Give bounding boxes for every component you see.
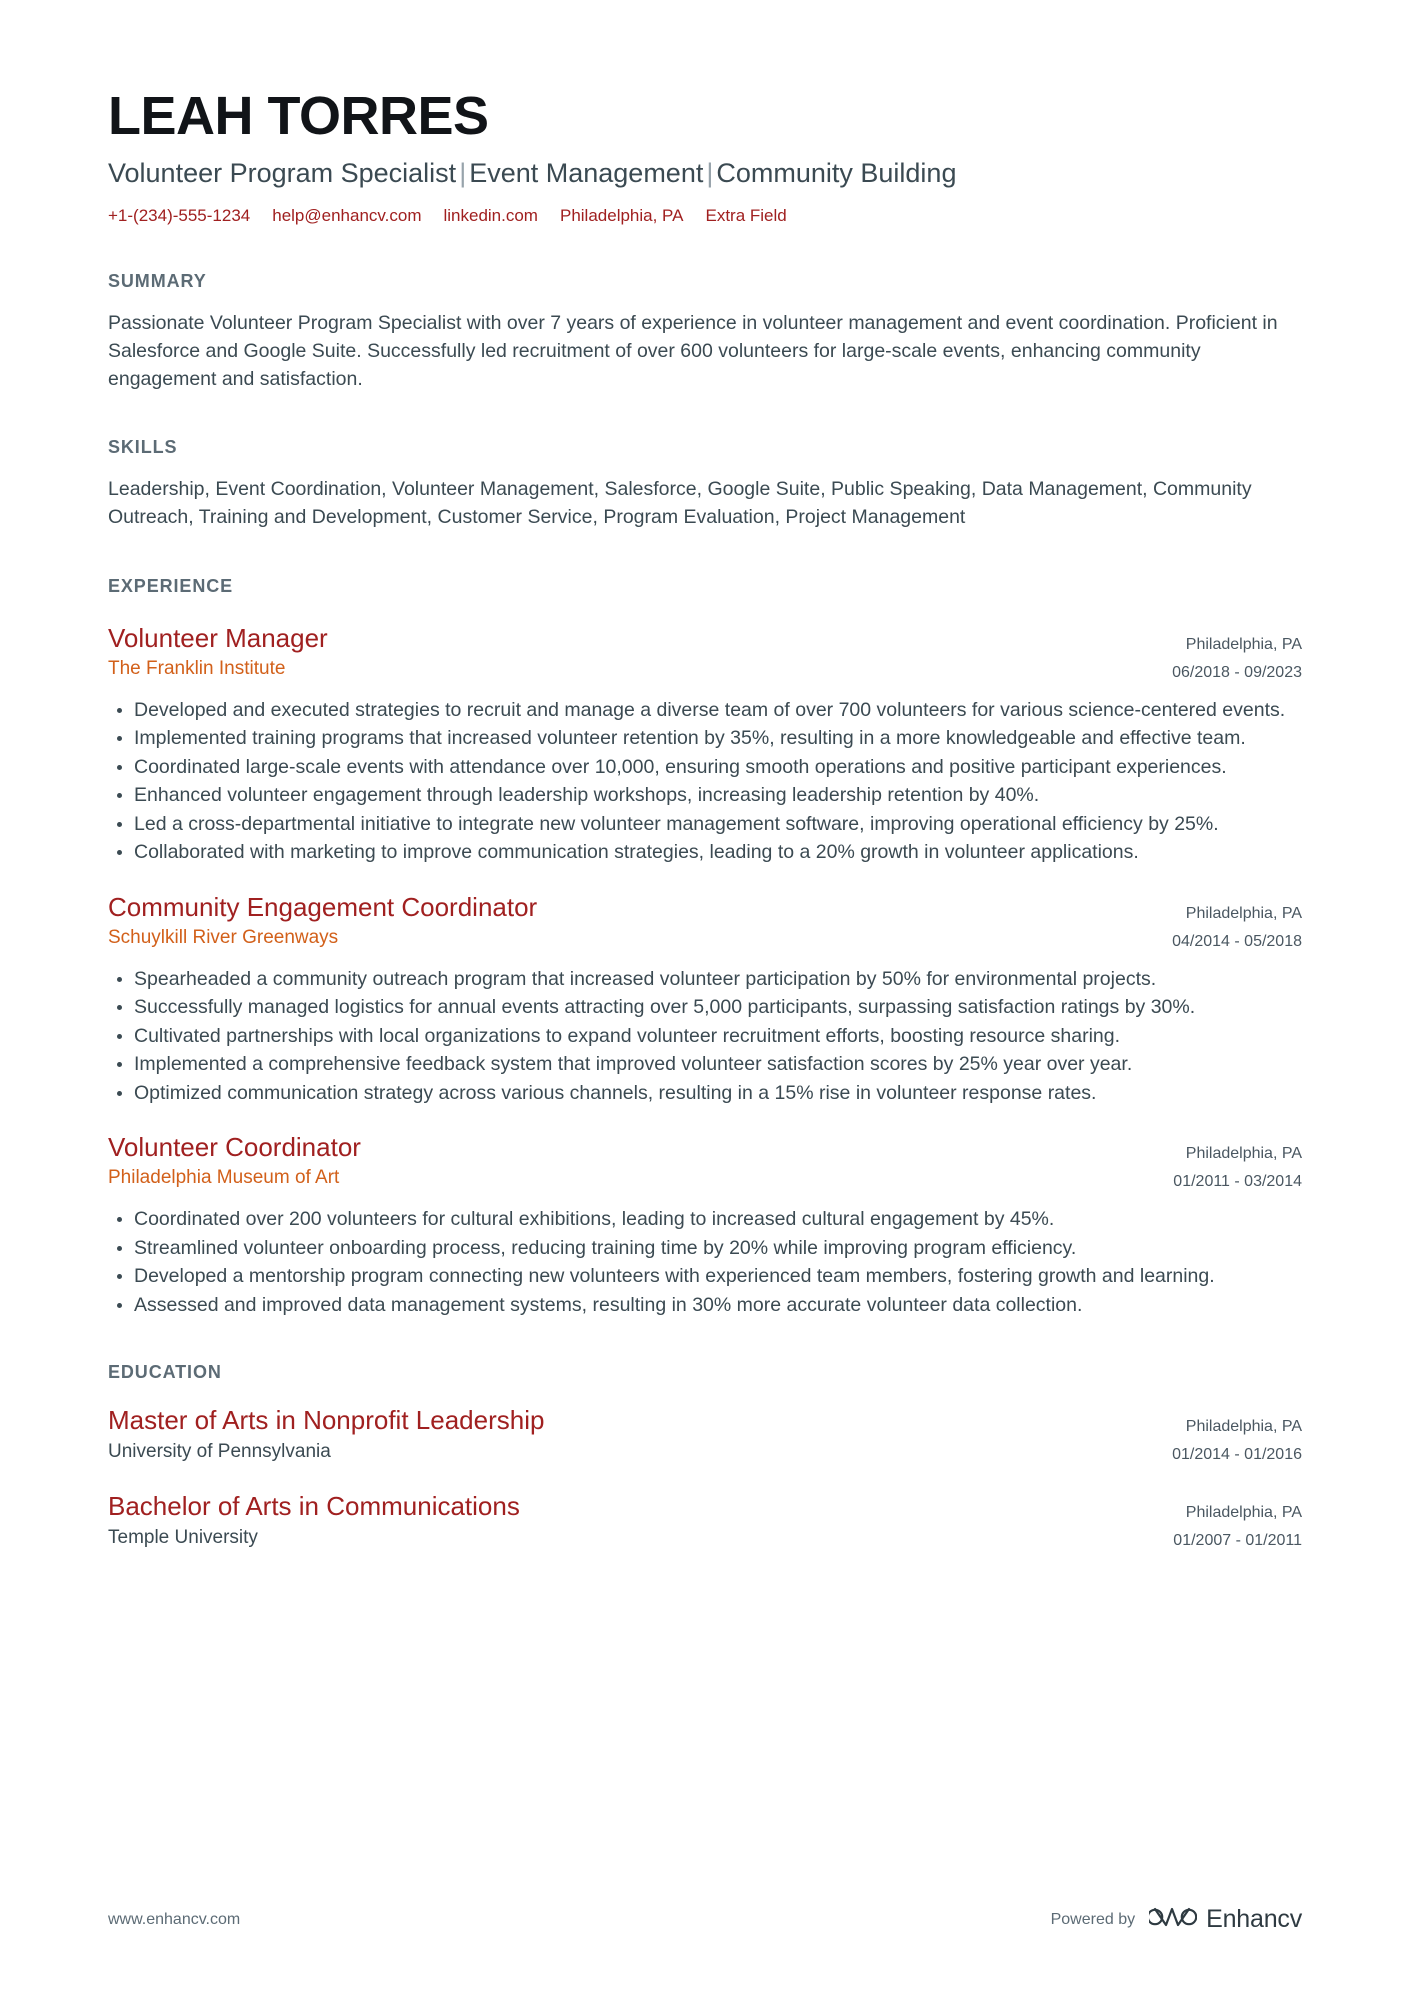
job-bullet: Assessed and improved data management systems, resulting in 30% more accurate volunteer data collection. xyxy=(108,1292,1302,1319)
job-bullet: Cultivated partnerships with local organizations to expand volunteer recruitment efforts, boosting resource sharing. xyxy=(108,1023,1302,1050)
education-entry-header xyxy=(108,1405,1302,1469)
job-bullet-list xyxy=(108,1206,1302,1318)
skills-text: Leadership, Event Coordination, Volunteer Management, Salesforce, Google Suite, Public Speaking, Data Management, Community Outreach, Training and Development, Customer Service, Program Evaluation, Project Management xyxy=(108,478,1252,528)
headline-part-1: Volunteer Program Specialist xyxy=(108,157,457,188)
enhancv-wordmark: Enhancv xyxy=(1206,1905,1302,1933)
experience-entry-main xyxy=(108,623,1148,681)
headline-separator-2: | xyxy=(706,157,714,188)
education-entry-header xyxy=(108,1491,1302,1555)
experience-entry xyxy=(108,892,1302,1107)
infinity-icon xyxy=(1149,1904,1197,1935)
enhancv-logo xyxy=(1149,1904,1302,1935)
experience-entry-meta xyxy=(1148,623,1302,687)
contact-location: Philadelphia, PA xyxy=(559,206,684,226)
footer-branding xyxy=(1051,1904,1302,1935)
school-name: Temple University xyxy=(108,1526,258,1548)
school-dates: 01/2014 - 01/2016 xyxy=(1172,1446,1302,1464)
experience-entry xyxy=(108,623,1302,866)
school-name: University of Pennsylvania xyxy=(108,1440,331,1462)
education-entry-main xyxy=(108,1491,1149,1549)
job-bullet: Developed and executed strategies to recruit and manage a diverse team of over 700 volunteers for various science-centered events. xyxy=(108,697,1302,724)
degree-title: Master of Arts in Nonprofit Leadership xyxy=(108,1405,545,1436)
page-footer xyxy=(108,1904,1302,1935)
powered-by-label: Powered by xyxy=(1050,1910,1136,1928)
skills-heading: SKILLS xyxy=(108,437,178,458)
education-entry-meta xyxy=(1149,1491,1302,1555)
degree-title: Bachelor of Arts in Communications xyxy=(108,1491,520,1522)
job-bullet: Implemented a comprehensive feedback system that improved volunteer satisfaction scores by 25% year over year. xyxy=(108,1051,1302,1078)
experience-entry xyxy=(108,1132,1302,1318)
education-entry-main xyxy=(108,1405,1148,1463)
job-dates: 06/2018 - 09/2023 xyxy=(1172,663,1302,681)
job-location: Philadelphia, PA xyxy=(1185,904,1302,922)
headline-part-2: Event Management xyxy=(469,157,704,188)
experience-entry-header xyxy=(108,623,1302,687)
summary-heading: SUMMARY xyxy=(108,271,207,292)
experience-entry-header xyxy=(108,1132,1302,1196)
school-location: Philadelphia, PA xyxy=(1185,1504,1302,1522)
experience-heading: EXPERIENCE xyxy=(108,575,234,596)
education-entry-meta xyxy=(1148,1405,1302,1469)
experience-entry-meta xyxy=(1148,892,1302,956)
job-bullet: Enhanced volunteer engagement through leadership workshops, increasing leadership retention by 40%. xyxy=(108,782,1302,809)
company-name: The Franklin Institute xyxy=(108,657,286,679)
contact-phone[interactable]: +1-(234)-555-1234 xyxy=(108,206,251,226)
contact-email[interactable]: help@enhancv.com xyxy=(272,206,422,226)
footer-website-url[interactable]: www.enhancv.com xyxy=(108,1910,241,1928)
job-bullet: Implemented training programs that increased volunteer retention by 35%, resulting in a more knowledgeable and effective team. xyxy=(108,725,1302,752)
education-entry xyxy=(108,1405,1302,1469)
job-bullet: Streamlined volunteer onboarding process, reducing training time by 20% while improving program efficiency. xyxy=(108,1235,1302,1262)
section-summary xyxy=(108,271,1302,393)
contact-extra-field: Extra Field xyxy=(705,206,787,226)
candidate-name: LEAH TORRES xyxy=(108,86,489,146)
resume-header xyxy=(108,0,1302,227)
section-skills xyxy=(108,437,1302,531)
job-bullet: Collaborated with marketing to improve communication strategies, leading to a 20% growth in volunteer applications. xyxy=(108,839,1302,866)
job-location: Philadelphia, PA xyxy=(1185,1145,1302,1163)
company-name: Philadelphia Museum of Art xyxy=(108,1167,340,1189)
section-experience xyxy=(108,576,1302,1319)
experience-entry-meta xyxy=(1149,1132,1302,1196)
job-bullet: Coordinated large-scale events with attendance over 10,000, ensuring smooth operations and positive participant experiences. xyxy=(108,754,1302,781)
candidate-headline xyxy=(108,157,1302,189)
experience-entry-main xyxy=(108,892,1148,950)
job-dates: 01/2011 - 03/2014 xyxy=(1173,1173,1302,1191)
job-location: Philadelphia, PA xyxy=(1185,635,1302,653)
job-bullet: Developed a mentorship program connecting new volunteers with experienced team members, fostering growth and learning. xyxy=(108,1263,1302,1290)
contact-linkedin[interactable]: linkedin.com xyxy=(443,206,538,226)
job-bullet: Coordinated over 200 volunteers for cultural exhibitions, leading to increased cultural engagement by 45%. xyxy=(108,1206,1302,1233)
job-bullet: Led a cross-departmental initiative to integrate new volunteer management software, improving operational efficiency by 25%. xyxy=(108,811,1302,838)
job-bullet: Optimized communication strategy across various channels, resulting in a 15% rise in volunteer response rates. xyxy=(108,1080,1302,1107)
job-bullet-list xyxy=(108,966,1302,1107)
experience-entry-header xyxy=(108,892,1302,956)
company-name: Schuylkill River Greenways xyxy=(108,926,339,948)
school-dates: 01/2007 - 01/2011 xyxy=(1173,1532,1302,1550)
education-heading: EDUCATION xyxy=(108,1362,222,1383)
headline-separator-1: | xyxy=(459,157,467,188)
summary-text: Passionate Volunteer Program Specialist with over 7 years of experience in volunteer management and event coordination. Proficient in Salesforce and Google Suite. Successfully led recruitment of over 600 volunteers for large-scale events, enhancing community engagement and satisfaction. xyxy=(108,312,1278,390)
job-bullet-list xyxy=(108,697,1302,866)
job-bullet: Successfully managed logistics for annual events attracting over 5,000 participants, surpassing satisfaction ratings by 30%. xyxy=(108,994,1302,1021)
job-title: Community Engagement Coordinator xyxy=(108,891,538,922)
education-entry xyxy=(108,1491,1302,1555)
school-location: Philadelphia, PA xyxy=(1185,1418,1302,1436)
job-dates: 04/2014 - 05/2018 xyxy=(1172,932,1302,950)
experience-entry-main xyxy=(108,1132,1149,1190)
job-bullet: Spearheaded a community outreach program that increased volunteer participation by 50% for environmental projects. xyxy=(108,966,1302,993)
job-title: Volunteer Manager xyxy=(108,622,328,653)
job-title: Volunteer Coordinator xyxy=(108,1132,361,1163)
headline-part-3: Community Building xyxy=(716,157,957,188)
contact-bar xyxy=(108,205,1302,227)
section-education xyxy=(108,1362,1302,1555)
